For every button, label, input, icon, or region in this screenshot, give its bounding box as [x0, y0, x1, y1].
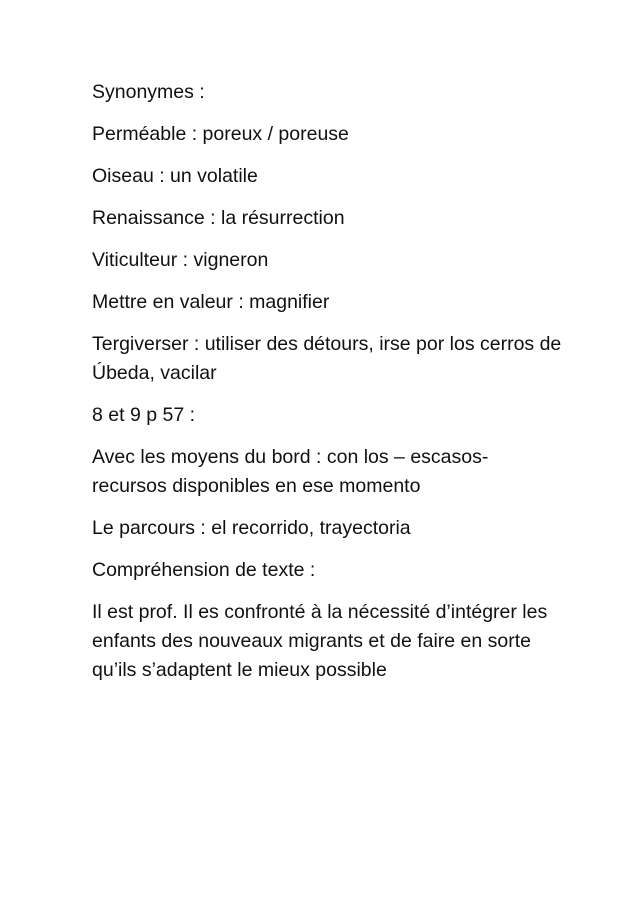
document-body [92, 78, 562, 698]
synonym-permeable: Perméable : poreux / poreuse [92, 123, 349, 145]
synonym-oiseau: Oiseau : un volatile [92, 165, 258, 187]
heading-synonymes: Synonymes : [92, 81, 205, 103]
expression-parcours: Le parcours : el recorrido, trayectoria [92, 517, 411, 539]
synonym-mettre-en-valeur: Mettre en valeur : magnifier [92, 291, 330, 313]
synonym-renaissance: Renaissance : la résurrection [92, 207, 345, 229]
heading-exercise-8-9: 8 et 9 p 57 : [92, 404, 195, 426]
synonym-viticulteur: Viticulteur : vigneron [92, 249, 269, 271]
heading-comprehension: Compréhension de texte : [92, 559, 316, 581]
synonym-tergiverser: Tergiverser : utiliser des détours, irse por los cerros de Úbeda, vacilar [92, 333, 562, 384]
expression-moyens-du-bord: Avec les moyens du bord : con los – escasos- recursos disponibles en ese momento [92, 446, 489, 497]
comprehension-answer: Il est prof. Il es confronté à la nécessité d’intégrer les enfants des nouveaux migrants et de faire en sorte qu’ils s’adaptent le mieux possible [92, 601, 548, 681]
